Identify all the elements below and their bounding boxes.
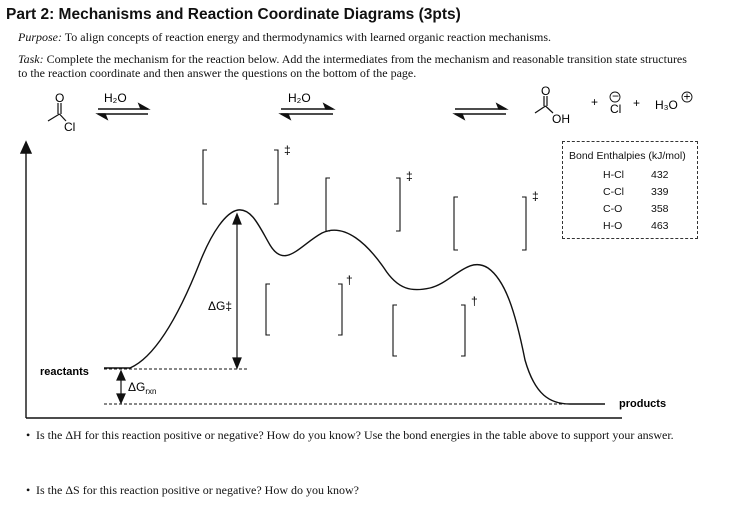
reactants-label: reactants: [40, 366, 89, 378]
product-oxygen: O: [541, 84, 551, 98]
activation-energy-arrow: [233, 214, 241, 368]
bond-enthalpy-table: [562, 141, 698, 239]
energy-curve: [104, 210, 605, 404]
bond-value: 358: [651, 203, 669, 215]
ts-mark-2: ‡: [406, 169, 413, 183]
question-delta-h: • Is the ΔH for this reaction positive or negative? How do you know? Use the bond energies in the table above to support your answer.: [36, 428, 674, 443]
bond-name: C-Cl: [603, 186, 624, 198]
task-label: Task:: [18, 52, 44, 66]
ts-mark-3: ‡: [532, 189, 539, 203]
negative-charge-sign: −: [612, 89, 620, 103]
chloride-ion: Cl: [610, 102, 622, 116]
ts-bracket-2: [326, 178, 400, 231]
carboxylic-acid-structure: [535, 96, 553, 113]
reaction-energy-arrow: [117, 371, 125, 403]
equilibrium-arrow-1: [98, 104, 148, 119]
task-text-1: Complete the mechanism for the reaction below. Add the intermediates from the mechanism and reasonable transition state structures: [46, 52, 687, 66]
reactant-oxygen: O: [55, 91, 65, 105]
purpose-text: To align concepts of reaction energy and thermodynamics with learned organic reaction mechanisms.: [64, 30, 552, 44]
intermediate-bracket-2: [393, 305, 465, 356]
delta-g-rxn-symbol: ΔG: [128, 380, 146, 394]
purpose-label: Purpose:: [18, 30, 62, 44]
ts-bracket-3: [454, 197, 526, 250]
equilibrium-arrow-3: [455, 104, 506, 119]
plus-sign-2: +: [633, 96, 641, 110]
intermediate-mark-2: †: [471, 294, 478, 308]
bond-value: 339: [651, 186, 669, 198]
bond-value: 463: [651, 220, 669, 232]
acyl-chloride-structure: [48, 103, 66, 121]
energy-axis: [21, 142, 31, 418]
delta-g-rxn-label: [128, 380, 156, 396]
positive-charge-sign: +: [683, 89, 691, 104]
bond-name: H-O: [603, 220, 623, 232]
bond-name: C-O: [603, 203, 623, 215]
plus-sign-1: +: [591, 95, 599, 109]
reactant-chlorine: Cl: [64, 120, 76, 134]
delta-g-rxn-subscript: rxn: [145, 387, 157, 396]
equilibrium-arrow-2: [281, 104, 333, 119]
bond-table-title: Bond Enthalpies (kJ/mol): [569, 150, 686, 162]
intermediate-bracket-1: [266, 284, 342, 335]
delta-g-activation-label: ΔG‡: [208, 299, 233, 313]
task-line-2: to the reaction coordinate and then answer the questions on the bottom of the page.: [18, 66, 417, 80]
bond-name: H-Cl: [603, 169, 624, 181]
hydronium-ion: H₃O: [655, 98, 678, 112]
product-hydroxyl: OH: [552, 112, 570, 126]
reagent-water-1: H₂O: [104, 91, 127, 105]
intermediate-mark-1: †: [346, 273, 353, 287]
products-label: products: [619, 398, 667, 410]
bond-value: 432: [651, 169, 669, 181]
question-delta-s: • Is the ΔS for this reaction positive or negative? How do you know?: [36, 483, 359, 498]
ts-bracket-1: [203, 150, 278, 204]
page-title: Part 2: Mechanisms and Reaction Coordinate Diagrams (3pts): [6, 6, 461, 23]
ts-mark-1: ‡: [284, 143, 291, 157]
reagent-water-2: H₂O: [288, 91, 311, 105]
